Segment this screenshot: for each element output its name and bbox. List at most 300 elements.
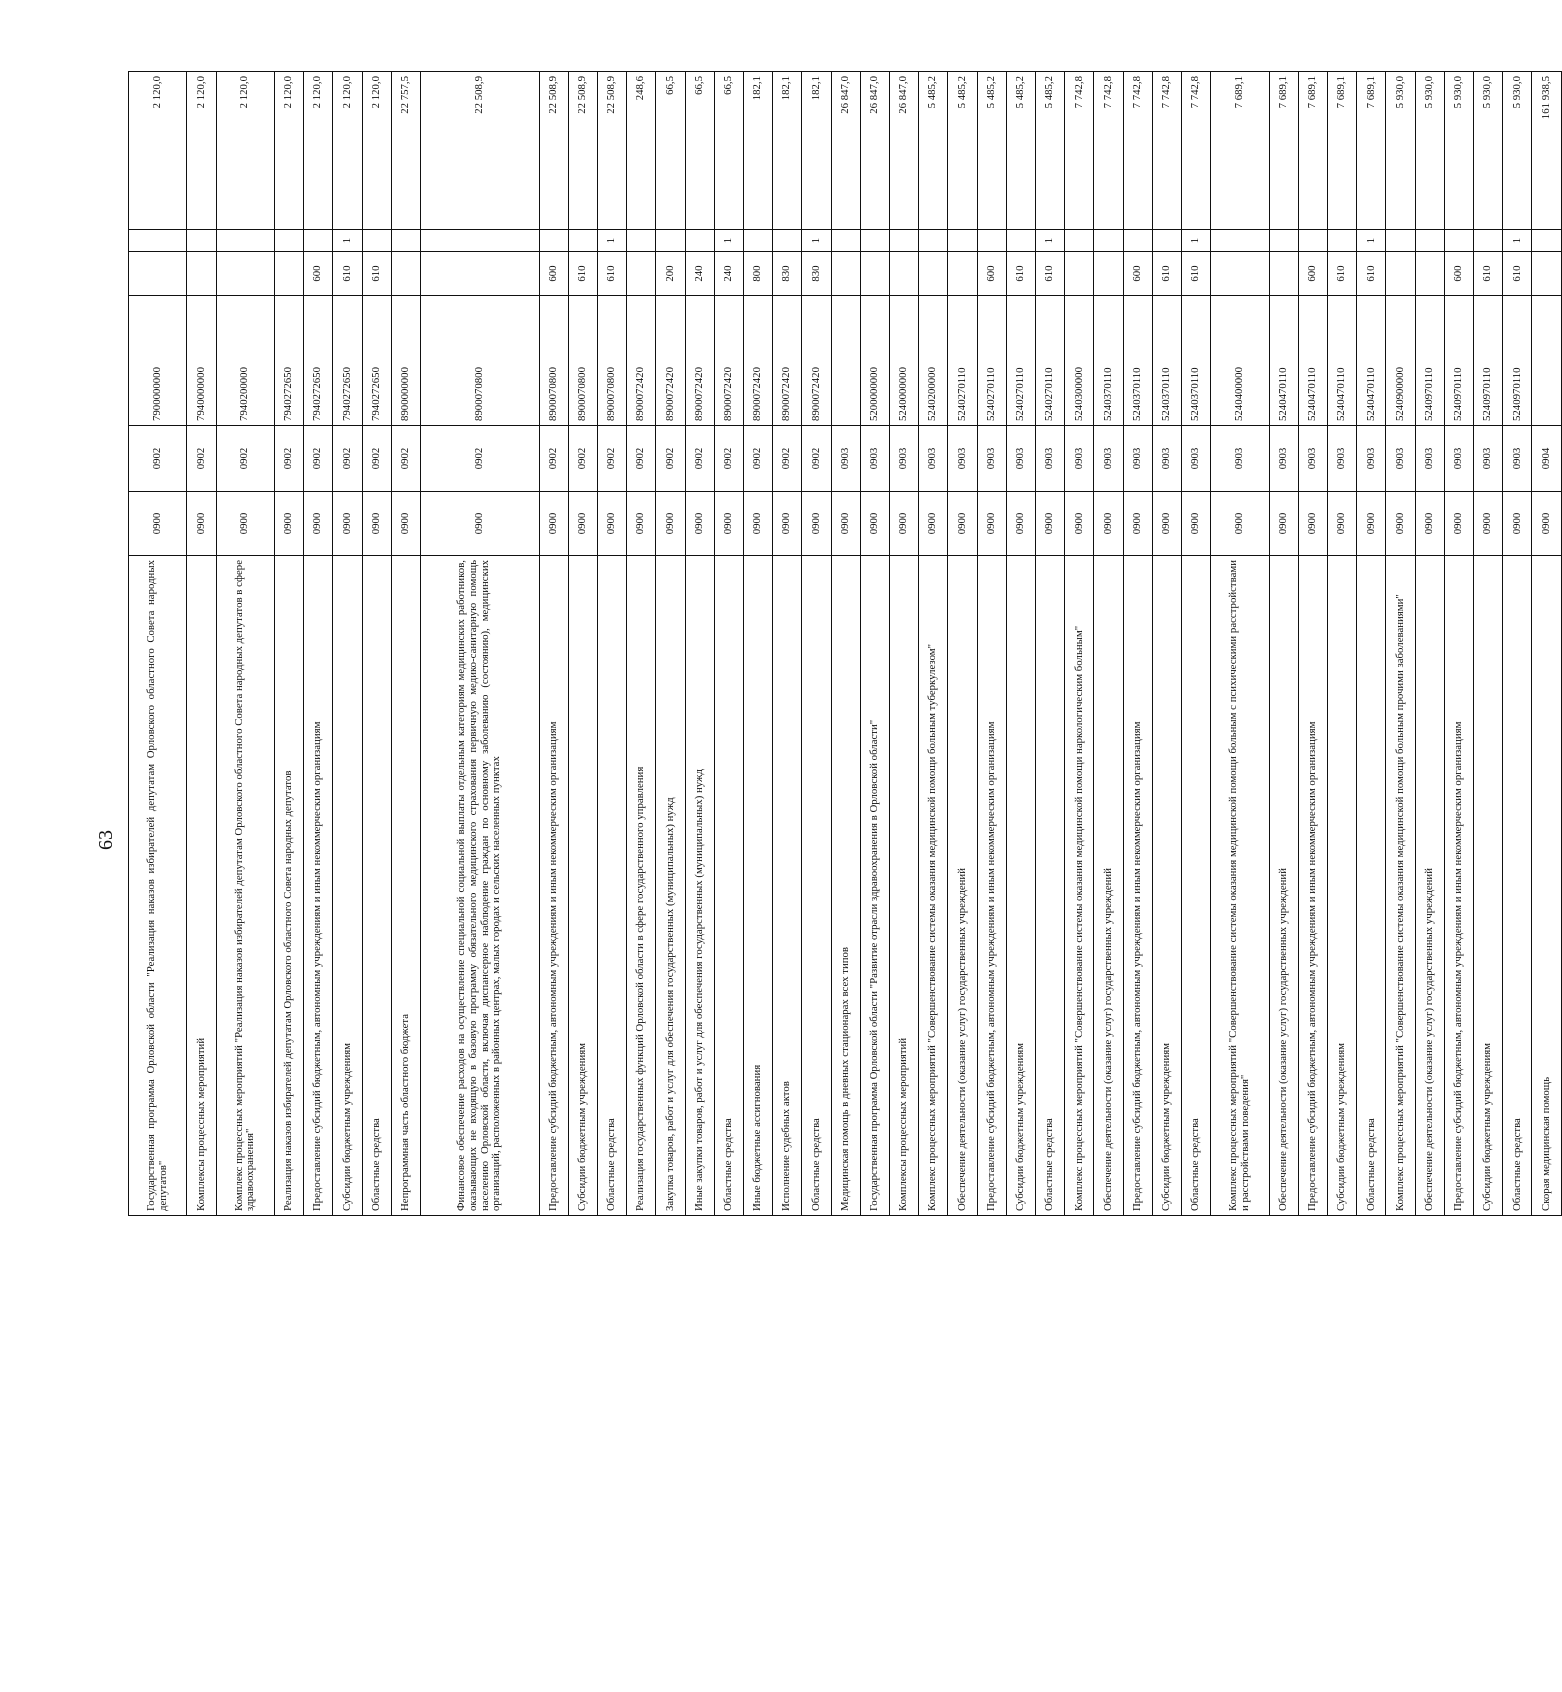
table-row [275, 72, 304, 1216]
table-row [890, 72, 919, 1216]
section-code-cell: 0902 [421, 426, 540, 492]
expense-type-cell [391, 252, 420, 296]
expense-type-cell: 610 [1503, 252, 1532, 296]
expense-type-cell: 600 [1444, 252, 1473, 296]
target-article-cell: 5200000000 [860, 296, 889, 426]
amount-cell: 5 485,2 [1036, 72, 1065, 230]
section-code-cell: 0903 [919, 426, 948, 492]
expense-type-cell [1094, 252, 1123, 296]
target-article-cell: 5240370110 [1152, 296, 1181, 426]
mark-cell [977, 230, 1006, 252]
section-code-cell: 0903 [890, 426, 919, 492]
ministry-code-cell: 0900 [597, 492, 626, 556]
amount-cell: 5 485,2 [1006, 72, 1035, 230]
target-article-cell: 5240370110 [1094, 296, 1123, 426]
amount-cell: 7 742,8 [1182, 72, 1211, 230]
section-code-cell: 0902 [275, 426, 304, 492]
expense-type-cell [1415, 252, 1444, 296]
expense-type-cell: 610 [568, 252, 597, 296]
target-article-cell: 7940272650 [362, 296, 391, 426]
amount-cell: 2 120,0 [129, 72, 187, 230]
amount-cell: 5 930,0 [1474, 72, 1503, 230]
mark-cell [656, 230, 685, 252]
expense-type-cell [275, 252, 304, 296]
expense-type-cell: 600 [304, 252, 333, 296]
section-code-cell: 0902 [656, 426, 685, 492]
section-code-cell: 0903 [1123, 426, 1152, 492]
mark-cell [773, 230, 802, 252]
expense-type-cell: 610 [1474, 252, 1503, 296]
row-name-cell: Обеспечение деятельности (оказание услуг) государственных учреждений [1094, 556, 1123, 1216]
mark-cell [275, 230, 304, 252]
table-row [539, 72, 568, 1216]
amount-cell: 2 120,0 [275, 72, 304, 230]
expense-type-cell [129, 252, 187, 296]
target-article-cell: 7940000000 [187, 296, 216, 426]
row-name-cell: Субсидии бюджетным учреждениям [1474, 556, 1503, 1216]
table-row [1444, 72, 1473, 1216]
amount-cell: 66,5 [685, 72, 714, 230]
amount-cell: 7 689,1 [1328, 72, 1357, 230]
mark-cell [1094, 230, 1123, 252]
ministry-code-cell: 0900 [1415, 492, 1444, 556]
section-code-cell: 0902 [362, 426, 391, 492]
expense-type-cell [831, 252, 860, 296]
mark-cell [1269, 230, 1298, 252]
target-article-cell: 5240470110 [1357, 296, 1386, 426]
section-code-cell: 0904 [1532, 426, 1562, 492]
table-row [362, 72, 391, 1216]
mark-cell [1211, 230, 1269, 252]
table-row [129, 72, 187, 1216]
ministry-code-cell: 0900 [744, 492, 773, 556]
mark-cell [129, 230, 187, 252]
mark-cell [744, 230, 773, 252]
mark-cell: 1 [597, 230, 626, 252]
row-name-cell: Предоставление субсидий бюджетным, автономным учреждениям и иным некоммерческим организациям [1298, 556, 1327, 1216]
mark-cell [362, 230, 391, 252]
ministry-code-cell: 0900 [304, 492, 333, 556]
table-row [216, 72, 274, 1216]
row-name-cell: Областные средства [1503, 556, 1532, 1216]
expense-type-cell: 830 [802, 252, 831, 296]
section-code-cell: 0903 [1269, 426, 1298, 492]
ministry-code-cell: 0900 [1532, 492, 1562, 556]
section-code-cell: 0903 [1503, 426, 1532, 492]
mark-cell: 1 [1503, 230, 1532, 252]
target-article-cell [1532, 296, 1562, 426]
target-article-cell: 8900070800 [421, 296, 540, 426]
amount-cell: 182,1 [744, 72, 773, 230]
table-row [1503, 72, 1532, 1216]
table-row [333, 72, 362, 1216]
row-name-cell: Областные средства [362, 556, 391, 1216]
ministry-code-cell: 0900 [1269, 492, 1298, 556]
table-row [656, 72, 685, 1216]
ministry-code-cell: 0900 [1211, 492, 1269, 556]
expense-type-cell [1065, 252, 1094, 296]
section-code-cell: 0902 [129, 426, 187, 492]
expense-type-cell: 600 [1123, 252, 1152, 296]
ministry-code-cell: 0900 [1328, 492, 1357, 556]
amount-cell: 7 742,8 [1094, 72, 1123, 230]
expense-type-cell [890, 252, 919, 296]
target-article-cell: 8900000000 [391, 296, 420, 426]
ministry-code-cell: 0900 [1182, 492, 1211, 556]
table-row [744, 72, 773, 1216]
ministry-code-cell: 0900 [129, 492, 187, 556]
target-article-cell: 7940272650 [333, 296, 362, 426]
section-code-cell: 0902 [304, 426, 333, 492]
row-name-cell: Предоставление субсидий бюджетным, автономным учреждениям и иным некоммерческим организациям [1444, 556, 1473, 1216]
amount-cell: 5 930,0 [1444, 72, 1473, 230]
section-code-cell: 0902 [391, 426, 420, 492]
ministry-code-cell: 0900 [568, 492, 597, 556]
target-article-cell: 5240900000 [1386, 296, 1415, 426]
mark-cell: 1 [333, 230, 362, 252]
row-name-cell: Областные средства [1036, 556, 1065, 1216]
section-code-cell: 0903 [1357, 426, 1386, 492]
table-row [1328, 72, 1357, 1216]
mark-cell [948, 230, 977, 252]
mark-cell [1065, 230, 1094, 252]
ministry-code-cell: 0900 [773, 492, 802, 556]
section-code-cell: 0903 [1474, 426, 1503, 492]
row-name-cell: Субсидии бюджетным учреждениям [1152, 556, 1181, 1216]
amount-cell: 26 847,0 [831, 72, 860, 230]
table-row [1123, 72, 1152, 1216]
ministry-code-cell: 0900 [362, 492, 391, 556]
amount-cell: 2 120,0 [362, 72, 391, 230]
amount-cell: 7 742,8 [1123, 72, 1152, 230]
table-row [627, 72, 656, 1216]
amount-cell: 2 120,0 [187, 72, 216, 230]
expense-type-cell: 610 [1152, 252, 1181, 296]
expense-type-cell: 610 [597, 252, 626, 296]
expense-type-cell: 830 [773, 252, 802, 296]
target-article-cell: 5240970110 [1415, 296, 1444, 426]
ministry-code-cell: 0900 [1386, 492, 1415, 556]
expense-type-cell: 240 [714, 252, 743, 296]
ministry-code-cell: 0900 [275, 492, 304, 556]
table-row [1006, 72, 1035, 1216]
amount-cell: 7 689,1 [1211, 72, 1269, 230]
target-article-cell: 7940200000 [216, 296, 274, 426]
target-article-cell: 8900072420 [744, 296, 773, 426]
target-article-cell: 5240270110 [1036, 296, 1065, 426]
amount-cell: 7 689,1 [1269, 72, 1298, 230]
target-article-cell: 5240300000 [1065, 296, 1094, 426]
table-row [568, 72, 597, 1216]
amount-cell: 22 508,9 [597, 72, 626, 230]
page-number: 63 [95, 830, 117, 850]
section-code-cell: 0902 [216, 426, 274, 492]
expense-type-cell: 240 [685, 252, 714, 296]
target-article-cell: 8900072420 [627, 296, 656, 426]
amount-cell: 22 757,5 [391, 72, 420, 230]
target-article-cell: 5240970110 [1444, 296, 1473, 426]
expense-type-cell [1211, 252, 1269, 296]
target-article-cell: 5240270110 [1006, 296, 1035, 426]
target-article-cell: 5240000000 [890, 296, 919, 426]
table-row [1386, 72, 1415, 1216]
section-code-cell: 0902 [187, 426, 216, 492]
mark-cell [1328, 230, 1357, 252]
ministry-code-cell: 0900 [1036, 492, 1065, 556]
budget-table [128, 71, 1562, 1216]
amount-cell: 26 847,0 [890, 72, 919, 230]
table-row [1065, 72, 1094, 1216]
table-row [1415, 72, 1444, 1216]
row-name-cell: Областные средства [1182, 556, 1211, 1216]
row-name-cell: Субсидии бюджетным учреждениям [568, 556, 597, 1216]
target-article-cell: 8900072420 [656, 296, 685, 426]
expense-type-cell [627, 252, 656, 296]
row-name-cell: Комплексы процессных мероприятий [187, 556, 216, 1216]
expense-type-cell: 610 [1357, 252, 1386, 296]
mark-cell [1415, 230, 1444, 252]
amount-cell: 5 485,2 [977, 72, 1006, 230]
section-code-cell: 0902 [773, 426, 802, 492]
table-row [919, 72, 948, 1216]
row-name-cell: Комплекс процессных мероприятий "Совершенствование системы оказания медицинской помощи больным прочими заболеваниями" [1386, 556, 1415, 1216]
section-code-cell: 0902 [685, 426, 714, 492]
section-code-cell: 0903 [1065, 426, 1094, 492]
ministry-code-cell: 0900 [714, 492, 743, 556]
mark-cell [421, 230, 540, 252]
mark-cell [568, 230, 597, 252]
amount-cell: 5 930,0 [1415, 72, 1444, 230]
row-name-cell: Комплекс процессных мероприятий "Совершенствование системы оказания медицинской помощи наркологическим больным" [1065, 556, 1094, 1216]
ministry-code-cell: 0900 [1152, 492, 1181, 556]
expense-type-cell [216, 252, 274, 296]
section-code-cell: 0902 [597, 426, 626, 492]
amount-cell: 22 508,9 [539, 72, 568, 230]
expense-type-cell: 600 [977, 252, 1006, 296]
mark-cell [1532, 230, 1562, 252]
ministry-code-cell: 0900 [948, 492, 977, 556]
section-code-cell: 0902 [744, 426, 773, 492]
ministry-code-cell: 0900 [216, 492, 274, 556]
target-article-cell: 5240970110 [1474, 296, 1503, 426]
target-article-cell: 8900070800 [539, 296, 568, 426]
table-row [802, 72, 831, 1216]
section-code-cell: 0903 [1182, 426, 1211, 492]
mark-cell [1444, 230, 1473, 252]
amount-cell: 2 120,0 [333, 72, 362, 230]
mark-cell: 1 [1357, 230, 1386, 252]
expense-type-cell [421, 252, 540, 296]
row-name-cell: Государственная программа Орловской области "Развитие отрасли здравоохранения в Орловской области" [860, 556, 889, 1216]
target-article-cell: 8900070800 [597, 296, 626, 426]
amount-cell: 5 485,2 [948, 72, 977, 230]
section-code-cell: 0903 [977, 426, 1006, 492]
amount-cell: 7 742,8 [1152, 72, 1181, 230]
amount-cell: 5 930,0 [1386, 72, 1415, 230]
ministry-code-cell: 0900 [1123, 492, 1152, 556]
mark-cell [391, 230, 420, 252]
expense-type-cell [1269, 252, 1298, 296]
table-row [187, 72, 216, 1216]
row-name-cell: Обеспечение деятельности (оказание услуг) государственных учреждений [1269, 556, 1298, 1216]
table-row [714, 72, 743, 1216]
table-row [1152, 72, 1181, 1216]
table-row [1036, 72, 1065, 1216]
table-row [860, 72, 889, 1216]
mark-cell [685, 230, 714, 252]
expense-type-cell [948, 252, 977, 296]
section-code-cell: 0902 [539, 426, 568, 492]
ministry-code-cell: 0900 [860, 492, 889, 556]
ministry-code-cell: 0900 [919, 492, 948, 556]
table-row [1094, 72, 1123, 1216]
mark-cell [627, 230, 656, 252]
amount-cell: 7 689,1 [1298, 72, 1327, 230]
ministry-code-cell: 0900 [333, 492, 362, 556]
ministry-code-cell: 0900 [627, 492, 656, 556]
amount-cell: 66,5 [656, 72, 685, 230]
ministry-code-cell: 0900 [1444, 492, 1473, 556]
ministry-code-cell: 0900 [1065, 492, 1094, 556]
target-article-cell: 5240470110 [1269, 296, 1298, 426]
mark-cell [1298, 230, 1327, 252]
target-article-cell: 5240400000 [1211, 296, 1269, 426]
row-name-cell: Иные закупки товаров, работ и услуг для обеспечения государственных (муниципальных) нужд [685, 556, 714, 1216]
expense-type-cell: 610 [1036, 252, 1065, 296]
section-code-cell: 0903 [1211, 426, 1269, 492]
row-name-cell: Субсидии бюджетным учреждениям [1006, 556, 1035, 1216]
row-name-cell: Субсидии бюджетным учреждениям [333, 556, 362, 1216]
mark-cell [1152, 230, 1181, 252]
expense-type-cell [1386, 252, 1415, 296]
expense-type-cell: 600 [1298, 252, 1327, 296]
expense-type-cell: 610 [1182, 252, 1211, 296]
amount-cell: 182,1 [802, 72, 831, 230]
ministry-code-cell: 0900 [1503, 492, 1532, 556]
row-name-cell: Скорая медицинская помощь [1532, 556, 1562, 1216]
mark-cell [919, 230, 948, 252]
ministry-code-cell: 0900 [802, 492, 831, 556]
section-code-cell: 0903 [1036, 426, 1065, 492]
section-code-cell: 0902 [333, 426, 362, 492]
mark-cell: 1 [802, 230, 831, 252]
target-article-cell: 5240370110 [1182, 296, 1211, 426]
amount-cell: 7 689,1 [1357, 72, 1386, 230]
mark-cell [860, 230, 889, 252]
row-name-cell: Областные средства [714, 556, 743, 1216]
mark-cell [831, 230, 860, 252]
table-row [831, 72, 860, 1216]
section-code-cell: 0903 [1444, 426, 1473, 492]
section-code-cell: 0902 [627, 426, 656, 492]
table-row [1182, 72, 1211, 1216]
table-row [1211, 72, 1269, 1216]
target-article-cell: 5240470110 [1298, 296, 1327, 426]
row-name-cell: Иные бюджетные ассигнования [744, 556, 773, 1216]
expense-type-cell: 610 [333, 252, 362, 296]
target-article-cell: 5240270110 [977, 296, 1006, 426]
row-name-cell: Обеспечение деятельности (оказание услуг) государственных учреждений [948, 556, 977, 1216]
expense-type-cell: 610 [1006, 252, 1035, 296]
section-code-cell: 0903 [1415, 426, 1444, 492]
row-name-cell: Комплекс процессных мероприятий "Реализация наказов избирателей депутатам Орловского областного Совета народных депутатов в сфере здравоохранения" [216, 556, 274, 1216]
section-code-cell: 0903 [1152, 426, 1181, 492]
expense-type-cell [187, 252, 216, 296]
section-code-cell: 0902 [568, 426, 597, 492]
expense-type-cell: 610 [1328, 252, 1357, 296]
table-row [1269, 72, 1298, 1216]
amount-cell: 182,1 [773, 72, 802, 230]
table-row [421, 72, 540, 1216]
ministry-code-cell: 0900 [1094, 492, 1123, 556]
target-article-cell: 5240270110 [948, 296, 977, 426]
expense-type-cell: 600 [539, 252, 568, 296]
amount-cell: 26 847,0 [860, 72, 889, 230]
amount-cell: 248,6 [627, 72, 656, 230]
section-code-cell: 0903 [1298, 426, 1327, 492]
row-name-cell: Предоставление субсидий бюджетным, автономным учреждениям и иным некоммерческим организациям [539, 556, 568, 1216]
row-name-cell: Непрограммная часть областного бюджета [391, 556, 420, 1216]
section-code-cell: 0903 [860, 426, 889, 492]
amount-cell: 2 120,0 [304, 72, 333, 230]
target-article-cell: 8900072420 [685, 296, 714, 426]
amount-cell: 66,5 [714, 72, 743, 230]
section-code-cell: 0903 [1328, 426, 1357, 492]
mark-cell [539, 230, 568, 252]
row-name-cell: Обеспечение деятельности (оказание услуг) государственных учреждений [1415, 556, 1444, 1216]
ministry-code-cell: 0900 [831, 492, 860, 556]
table-row [304, 72, 333, 1216]
section-code-cell: 0903 [1094, 426, 1123, 492]
ministry-code-cell: 0900 [656, 492, 685, 556]
amount-cell: 22 508,9 [568, 72, 597, 230]
target-article-cell: 5240470110 [1328, 296, 1357, 426]
row-name-cell: Финансовое обеспечение расходов на осуществление специальной социальной выплаты отдельным категориям медицинских работников, оказывающих не входящую в базовую программу обязательного медицинского страхования первичную медико-санитарную помощь населению Орловской области, включая диспансерное наблюдение граждан по основному заболеванию (состоянию), медицинских организаций, расположенных в районных центрах, малых городах и сельских населенных пунктах [421, 556, 540, 1216]
mark-cell: 1 [1182, 230, 1211, 252]
mark-cell: 1 [1036, 230, 1065, 252]
expense-type-cell: 610 [362, 252, 391, 296]
target-article-cell: 5240200000 [919, 296, 948, 426]
amount-cell: 22 508,9 [421, 72, 540, 230]
row-name-cell: Областные средства [1357, 556, 1386, 1216]
expense-type-cell [860, 252, 889, 296]
expense-type-cell: 200 [656, 252, 685, 296]
ministry-code-cell: 0900 [1357, 492, 1386, 556]
mark-cell [304, 230, 333, 252]
section-code-cell: 0903 [831, 426, 860, 492]
row-name-cell: Закупка товаров, работ и услуг для обеспечения государственных (муниципальных) нужд [656, 556, 685, 1216]
row-name-cell: Медицинская помощь в дневных стационарах всех типов [831, 556, 860, 1216]
row-name-cell: Комплексы процессных мероприятий [890, 556, 919, 1216]
mark-cell [1474, 230, 1503, 252]
ministry-code-cell: 0900 [187, 492, 216, 556]
mark-cell: 1 [714, 230, 743, 252]
ministry-code-cell: 0900 [1298, 492, 1327, 556]
expense-type-cell [1532, 252, 1562, 296]
ministry-code-cell: 0900 [539, 492, 568, 556]
ministry-code-cell: 0900 [890, 492, 919, 556]
mark-cell [890, 230, 919, 252]
target-article-cell: 8900072420 [802, 296, 831, 426]
ministry-code-cell: 0900 [421, 492, 540, 556]
table-row [773, 72, 802, 1216]
row-name-cell: Областные средства [802, 556, 831, 1216]
target-article-cell: 8900070800 [568, 296, 597, 426]
expense-type-cell: 800 [744, 252, 773, 296]
ministry-code-cell: 0900 [391, 492, 420, 556]
amount-cell: 5 930,0 [1503, 72, 1532, 230]
row-name-cell: Субсидии бюджетным учреждениям [1328, 556, 1357, 1216]
